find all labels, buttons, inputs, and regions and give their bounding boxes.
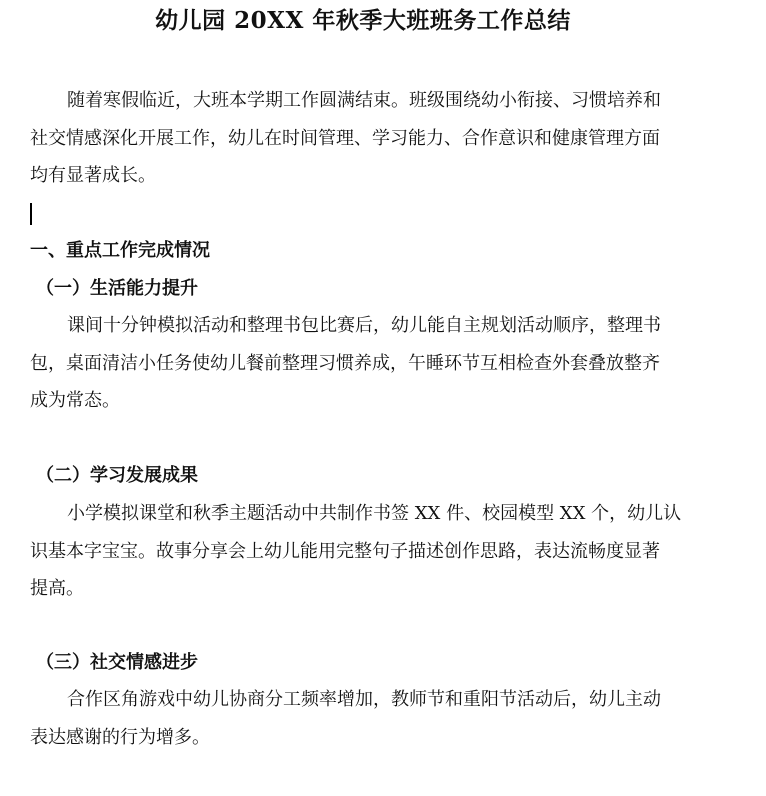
- intro-line: 随着寒假临近，大班本学期工作圆满结束。班级围绕幼小衔接、习惯培养和: [67, 90, 661, 111]
- subsection-paragraph-2[interactable]: [30, 495, 710, 608]
- paragraph-line: 小学模拟课堂和秋季主题活动中共制作书签 XX 件、校园模型 XX 个，幼儿认: [67, 503, 682, 524]
- subsection-heading-2: （二）学习发展成果: [36, 465, 198, 486]
- paragraph-line: 表达感谢的行为增多。: [30, 726, 210, 748]
- subsection-heading-1: （一）生活能力提升: [36, 278, 198, 299]
- paragraph-line: 识基本字宝宝。故事分享会上幼儿能用完整句子描述创作思路，表达流畅度显著: [30, 540, 660, 562]
- subsection-heading-3: （三）社交情感进步: [36, 652, 198, 673]
- intro-line: 均有显著成长。: [30, 165, 156, 186]
- paragraph-line: 提高。: [30, 578, 84, 599]
- intro-paragraph[interactable]: [30, 82, 710, 195]
- subsection-paragraph-3[interactable]: [30, 681, 710, 756]
- section-heading: 一、重点工作完成情况: [30, 240, 210, 261]
- subsection-paragraph-1[interactable]: [30, 307, 710, 420]
- paragraph-line: 包，桌面清洁小任务使幼儿餐前整理习惯养成，午睡环节互相检查外套叠放整齐: [30, 352, 660, 374]
- paragraph-line: 成为常态。: [30, 390, 120, 411]
- paragraph-line: 合作区角游戏中幼儿协商分工频率增加，教师节和重阳节活动后，幼儿主动: [67, 689, 661, 710]
- text-cursor: [30, 203, 32, 225]
- paragraph-line: 课间十分钟模拟活动和整理书包比赛后，幼儿能自主规划活动顺序，整理书: [67, 315, 661, 336]
- intro-line: 社交情感深化开展工作，幼儿在时间管理、学习能力、合作意识和健康管理方面: [30, 127, 660, 149]
- document-title: 幼儿园 20XX 年秋季大班班务工作总结: [155, 7, 571, 34]
